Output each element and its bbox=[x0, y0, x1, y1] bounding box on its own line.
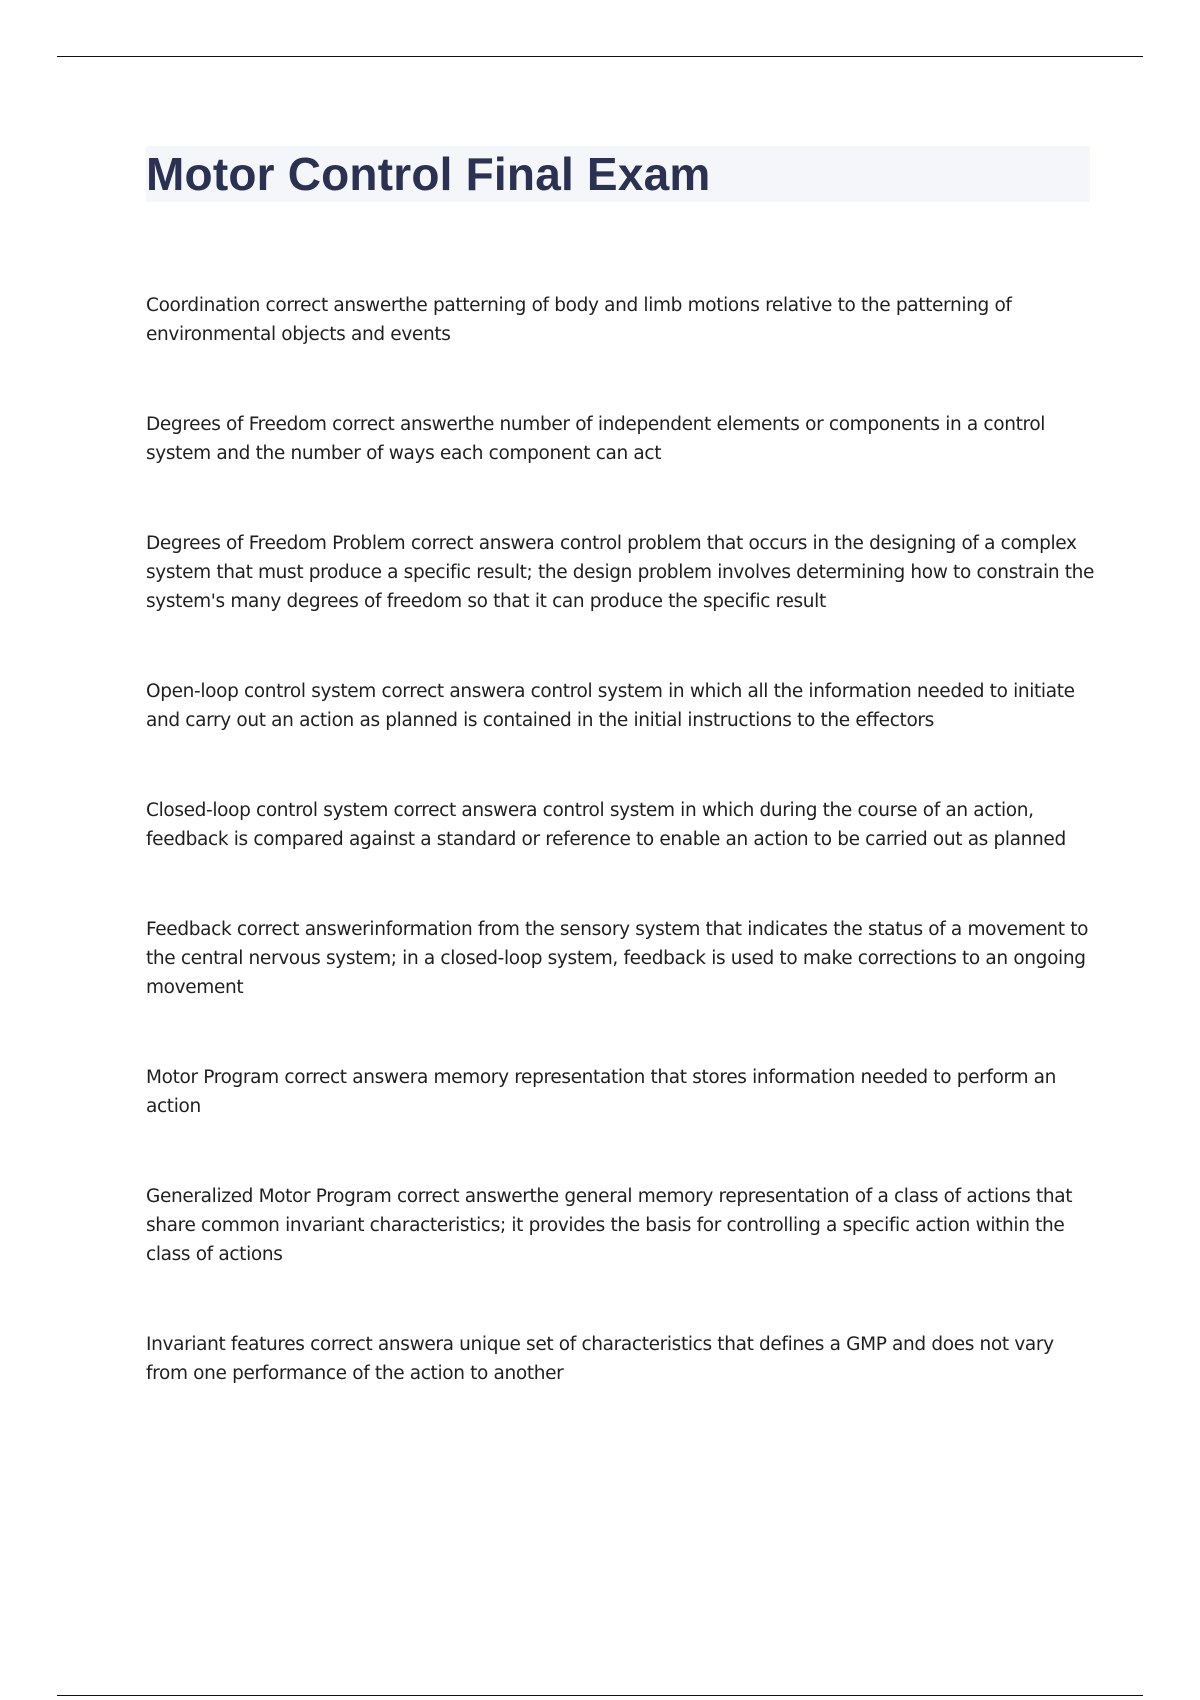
flashcard-entry-open-loop: Open-loop control system correct answera control system in which all the information needed to initiate and carry out an action as planned is contained in the initial instructions to the effectors bbox=[146, 681, 1075, 731]
flashcard-entry-closed-loop: Closed-loop control system correct answera control system in which during the course of an action, feedback is compared against a standard or reference to enable an action to be carried out as planned bbox=[146, 800, 1066, 850]
flashcard-list bbox=[146, 291, 1096, 1449]
flashcard-entry-generalized-motor-program: Generalized Motor Program correct answerthe general memory representation of a class of actions that share common invariant characteristics; it provides the basis for controlling a specific action within the class of actions bbox=[146, 1186, 1073, 1265]
flashcard-entry-coordination: Coordination correct answerthe patterning of body and limb motions relative to the patterning of environmental objects and events bbox=[146, 295, 1012, 345]
flashcard-entry-feedback: Feedback correct answerinformation from the sensory system that indicates the status of a movement to the central nervous system; in a closed-loop system, feedback is used to make corrections to an ongoing movement bbox=[146, 919, 1089, 998]
footer-rule bbox=[57, 1695, 1143, 1696]
flashcard-entry-motor-program: Motor Program correct answera memory representation that stores information needed to perform an action bbox=[146, 1067, 1057, 1117]
page-title: Motor Control Final Exam bbox=[146, 148, 711, 200]
flashcard-entry-invariant-features: Invariant features correct answera unique set of characteristics that defines a GMP and does not vary from one performance of the action to another bbox=[146, 1334, 1054, 1384]
flashcard-entry-degrees-of-freedom-problem: Degrees of Freedom Problem correct answera control problem that occurs in the designing of a complex system that must produce a specific result; the design problem involves determining how to constrain the system's many degrees of freedom so that it can produce the specific result bbox=[146, 533, 1095, 612]
flashcard-entry-degrees-of-freedom: Degrees of Freedom correct answerthe number of independent elements or components in a control system and the number of ways each component can act bbox=[146, 414, 1046, 464]
header-rule bbox=[57, 56, 1143, 57]
